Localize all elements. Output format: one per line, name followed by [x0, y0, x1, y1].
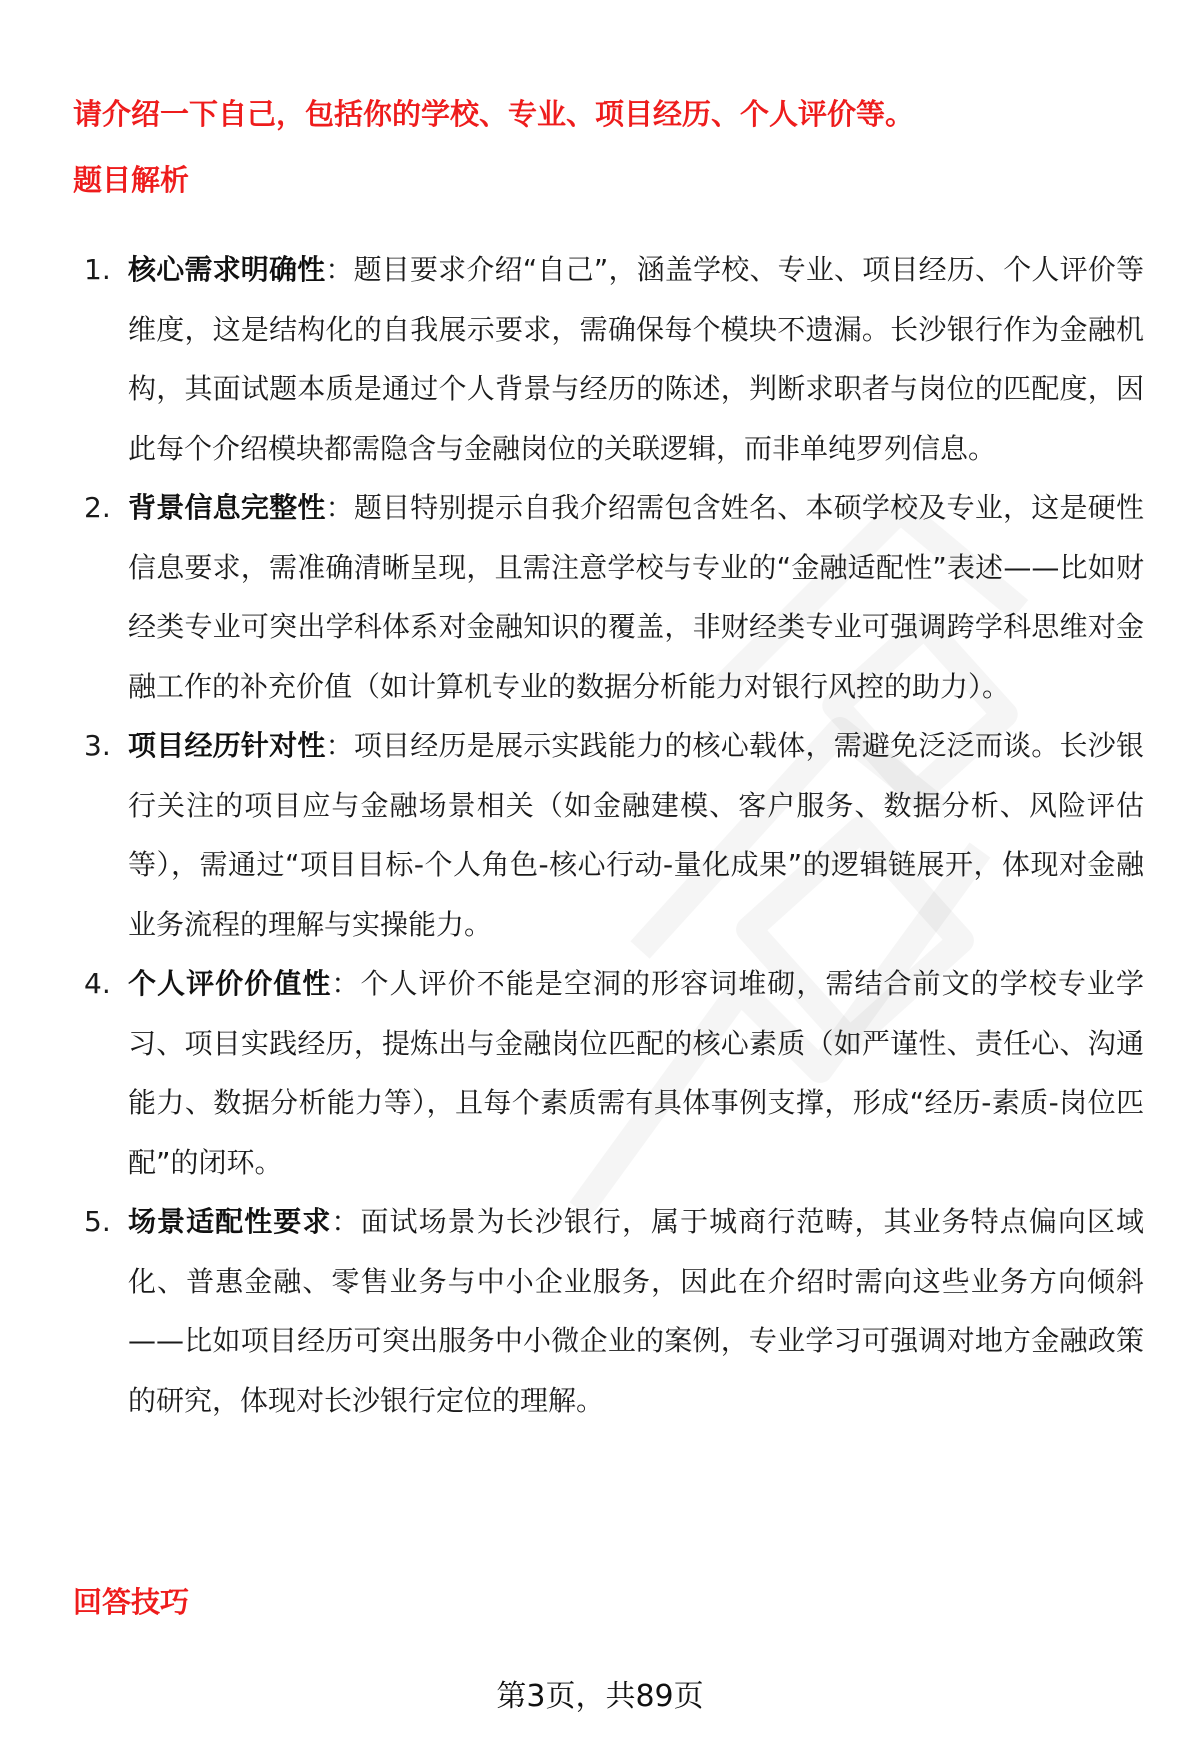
- analysis-heading: 题目解析: [73, 163, 190, 197]
- list-item-colon: ：: [325, 729, 354, 762]
- list-item-title: 背景信息完整性: [128, 491, 326, 524]
- list-item-colon: ：: [331, 1205, 361, 1238]
- list-item-body: 个人评价不能是空洞的形容词堆砌，需结合前文的学校专业学习、项目实践经历，提炼出与金融岗位匹配的核心素质（如严谨性、责任心、沟通能力、数据分析能力等），且每个素质需有具体事例支撑，形成“经历-素质-岗位匹配”的闭环。: [128, 967, 1144, 1179]
- list-item-number: 4.: [84, 967, 111, 1000]
- list-item-colon: ：: [325, 253, 354, 286]
- list-item-colon: ：: [331, 967, 361, 1000]
- tips-heading: 回答技巧: [73, 1585, 190, 1619]
- list-item-body: 题目特别提示自我介绍需包含姓名、本硕学校及专业，这是硬性信息要求，需准确清晰呈现，且需注意学校与专业的“金融适配性”表述——比如财经类专业可突出学科体系对金融知识的覆盖，非财经类专业可强调跨学科思维对金融工作的补充价值（如计算机专业的数据分析能力对银行风控的助力）。: [128, 491, 1144, 703]
- list-item-title: 个人评价价值性: [128, 967, 332, 1000]
- list-item-body: 面试场景为长沙银行，属于城商行范畴，其业务特点偏向区域化、普惠金融、零售业务与中小企业服务，因此在介绍时需向这些业务方向倾斜——比如项目经历可突出服务中小微企业的案例，专业学习可强调对地方金融政策的研究，体现对长沙银行定位的理解。: [128, 1205, 1144, 1417]
- list-item: [0, 1192, 1200, 1430]
- list-item-title: 项目经历针对性: [128, 729, 326, 762]
- list-item: [0, 240, 1200, 478]
- list-item-body: 项目经历是展示实践能力的核心载体，需避免泛泛而谈。长沙银行关注的项目应与金融场景相关（如金融建模、客户服务、数据分析、风险评估等），需通过“项目目标-个人角色-核心行动-量化成果”的逻辑链展开，体现对金融业务流程的理解与实操能力。: [128, 729, 1144, 941]
- list-item-colon: ：: [325, 491, 354, 524]
- list-item-title: 核心需求明确性: [128, 253, 326, 286]
- list-item-number: 3.: [84, 729, 111, 762]
- list-item: [0, 478, 1200, 716]
- list-item-number: 1.: [84, 253, 111, 286]
- list-item: [0, 716, 1200, 954]
- list-item-title: 场景适配性要求: [128, 1205, 332, 1238]
- question-title: 请介绍一下自己，包括你的学校、专业、项目经历、个人评价等。: [73, 97, 915, 131]
- list-item-number: 2.: [84, 491, 111, 524]
- list-item-body: 题目要求介绍“自己”，涵盖学校、专业、项目经历、个人评价等维度，这是结构化的自我展示要求，需确保每个模块不遗漏。长沙银行作为金融机构，其面试题本质是通过个人背景与经历的陈述，判断求职者与岗位的匹配度，因此每个介绍模块都需隐含与金融岗位的关联逻辑，而非单纯罗列信息。: [128, 253, 1144, 465]
- list-item: [0, 954, 1200, 1192]
- page-footer: 第3页，共89页: [496, 1679, 704, 1714]
- list-item-number: 5.: [84, 1205, 111, 1238]
- analysis-list: [0, 240, 1200, 1430]
